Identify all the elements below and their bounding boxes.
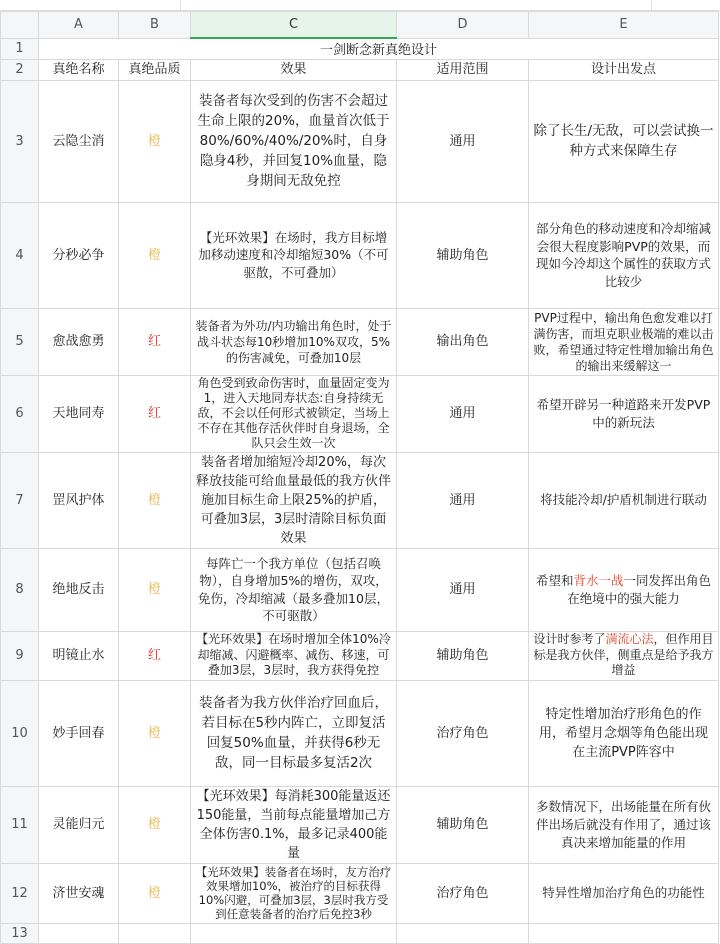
scope-cell[interactable]: 输出角色 [397, 308, 529, 375]
spreadsheet-grid [0, 11, 719, 944]
quality-cell[interactable]: 橙 [119, 680, 191, 786]
skill-name-cell[interactable]: 云隐尘消 [39, 80, 119, 202]
scope-cell[interactable]: 治疗角色 [397, 863, 529, 923]
reason-highlight: 满流心法 [605, 632, 654, 647]
scope-cell[interactable]: 辅助角色 [397, 202, 529, 308]
name-box[interactable] [0, 0, 181, 10]
column-header-a[interactable]: A [39, 12, 119, 39]
table-row [1, 680, 719, 786]
skill-name-cell[interactable]: 绝地反击 [39, 548, 119, 631]
row-number[interactable]: 12 [1, 863, 39, 923]
table-row [1, 786, 719, 863]
quality-cell[interactable]: 橙 [119, 202, 191, 308]
select-all-corner[interactable] [1, 12, 39, 39]
scope-cell[interactable]: 辅助角色 [397, 631, 529, 680]
effect-cell[interactable]: 角色受到致命伤害时，血量固定变为1，进入天地同寿状态:自身持续无敌，不会以任何形式被锁定，当场上不存在其他存活伙伴时自身退场，全队只会生效一次 [191, 375, 397, 452]
quality-cell[interactable]: 橙 [119, 863, 191, 923]
row-number[interactable]: 13 [1, 923, 39, 943]
skill-name-cell[interactable]: 愈战愈勇 [39, 308, 119, 375]
reason-cell[interactable]: 将技能冷却/护盾机制进行联动 [529, 452, 719, 548]
table-row [1, 375, 719, 452]
reason-cell[interactable] [529, 631, 719, 680]
effect-cell[interactable]: 【光环效果】每消耗300能量返还150能量，当前每点能量增加己方全体伤害0.1%，最多记录400能量 [191, 786, 397, 863]
quality-cell[interactable]: 橙 [119, 548, 191, 631]
quality-cell[interactable]: 橙 [119, 786, 191, 863]
row-number[interactable]: 4 [1, 202, 39, 308]
column-header-d[interactable]: D [397, 12, 529, 39]
table-row [1, 923, 719, 943]
empty-cell[interactable] [397, 923, 529, 943]
effect-cell[interactable]: 【光环效果】装备者在场时，友方治疗效果增加10%，被治疗的目标获得10%闪避，可叠加3层，3层时我方受到任意装备者的治疗后免控3秒 [191, 863, 397, 923]
table-row [1, 631, 719, 680]
empty-cell[interactable] [119, 923, 191, 943]
empty-cell[interactable] [191, 923, 397, 943]
quality-cell[interactable]: 橙 [119, 80, 191, 202]
title-row [1, 38, 719, 59]
row-number[interactable]: 10 [1, 680, 39, 786]
skill-name-cell[interactable]: 分秒必争 [39, 202, 119, 308]
reason-cell[interactable]: 除了长生/无敌，可以尝试换一种方式来保障生存 [529, 80, 719, 202]
scope-cell[interactable]: 通用 [397, 80, 529, 202]
scope-cell[interactable]: 通用 [397, 548, 529, 631]
row-number[interactable]: 7 [1, 452, 39, 548]
row-number[interactable]: 2 [1, 59, 39, 80]
skill-name-cell[interactable]: 济世安魂 [39, 863, 119, 923]
effect-cell[interactable]: 装备者每次受到的伤害不会超过生命上限的20%，血量首次低于80%/60%/40%/20%时，自身隐身4秒，并回复10%血量，隐身期间无敌免控 [191, 80, 397, 202]
skill-name-cell[interactable]: 妙手回春 [39, 680, 119, 786]
table-row [1, 863, 719, 923]
row-number[interactable]: 1 [1, 38, 39, 59]
effect-cell[interactable]: 【光环效果】在场时增加全体10%冷却缩减、闪避概率、减伤、移速，可叠加3层，3层时，我方获得免控 [191, 631, 397, 680]
row-number[interactable]: 5 [1, 308, 39, 375]
header-quality[interactable]: 真绝品质 [119, 59, 191, 80]
row-number[interactable]: 6 [1, 375, 39, 452]
row-number[interactable]: 3 [1, 80, 39, 202]
header-name[interactable]: 真绝名称 [39, 59, 119, 80]
skill-name-cell[interactable]: 灵能归元 [39, 786, 119, 863]
quality-cell[interactable]: 橙 [119, 452, 191, 548]
quality-cell[interactable]: 红 [119, 308, 191, 375]
effect-cell[interactable]: 【光环效果】在场时，我方目标增加移动速度和冷却缩短30%（不可驱散，不可叠加） [191, 202, 397, 308]
scope-cell[interactable]: 辅助角色 [397, 786, 529, 863]
table-row [1, 80, 719, 202]
row-number[interactable]: 11 [1, 786, 39, 863]
sheet-title[interactable]: 一剑断念新真绝设计 [39, 38, 719, 59]
skill-name-cell[interactable]: 明镜止水 [39, 631, 119, 680]
row-number[interactable]: 8 [1, 548, 39, 631]
reason-text: 一同发挥出角色在绝境中的强大能力 [567, 573, 712, 606]
table-row [1, 452, 719, 548]
skill-name-cell[interactable]: 罡风护体 [39, 452, 119, 548]
effect-cell[interactable]: 装备者为外功/内功输出角色时，处于战斗状态每10秒增加10%双攻，5%的伤害减免，可叠加10层 [191, 308, 397, 375]
reason-text: 设计时参考了 [533, 632, 606, 647]
header-row [1, 59, 719, 80]
table-row [1, 308, 719, 375]
column-header-b[interactable]: B [119, 12, 191, 39]
effect-cell[interactable]: 装备者为我方伙伴治疗回血后，若目标在5秒内阵亡，立即复活回复50%血量，并获得6秒无敌，同一目标最多复活2次 [191, 680, 397, 786]
reason-highlight: 背水一战 [573, 573, 624, 588]
reason-text: ，但作用目标是我方伙伴，侧重点是给予我方增益 [533, 632, 714, 678]
column-header-e[interactable]: E [529, 12, 719, 39]
reason-cell[interactable]: 多数情况下，出场能量在所有伙伴出场后就没有作用了，通过该真决来增加能量的作用 [529, 786, 719, 863]
effect-cell[interactable]: 每阵亡一个我方单位（包括召唤物），自身增加5%的增伤，双攻，免伤，冷却缩减（最多叠加10层，不可驱散） [191, 548, 397, 631]
column-header-row [1, 12, 719, 39]
skill-name-cell[interactable]: 天地同寿 [39, 375, 119, 452]
scope-cell[interactable]: 治疗角色 [397, 680, 529, 786]
table-row [1, 202, 719, 308]
reason-text: 希望和 [535, 573, 574, 588]
reason-cell[interactable]: PVP过程中，输出角色愈发难以打满伤害，而坦克职业极端的难以击败，希望通过特定性增加输出角色的输出来缓解这一 [529, 308, 719, 375]
quality-cell[interactable]: 红 [119, 375, 191, 452]
header-reason[interactable]: 设计出发点 [529, 59, 719, 80]
row-number[interactable]: 9 [1, 631, 39, 680]
table-row [1, 548, 719, 631]
reason-cell[interactable]: 希望开辟另一种道路来开发PVP中的新玩法 [529, 375, 719, 452]
empty-cell[interactable] [39, 923, 119, 943]
toolbar-strip [0, 0, 720, 11]
reason-cell[interactable]: 特定性增加治疗形角色的作用，希望月念烟等角色能出现在主流PVP阵容中 [529, 680, 719, 786]
quality-cell[interactable]: 红 [119, 631, 191, 680]
scope-cell[interactable]: 通用 [397, 375, 529, 452]
effect-cell[interactable]: 装备者增加缩短冷却20%，每次释放技能可给血量最低的我方伙伴施加目标生命上限25%的护盾，可叠加3层，3层时清除目标负面效果 [191, 452, 397, 548]
reason-cell[interactable]: 部分角色的移动速度和冷却缩减会很大程度影响PVP的效果，而现如今冷却这个属性的获取方式比较少 [529, 202, 719, 308]
reason-cell[interactable] [529, 548, 719, 631]
empty-cell[interactable] [529, 923, 719, 943]
reason-cell[interactable]: 特异性增加治疗角色的功能性 [529, 863, 719, 923]
header-scope[interactable]: 适用范围 [397, 59, 529, 80]
scope-cell[interactable]: 通用 [397, 452, 529, 548]
header-effect[interactable]: 效果 [191, 59, 397, 80]
formula-bar[interactable] [181, 0, 652, 10]
column-header-c[interactable]: C [191, 12, 397, 39]
